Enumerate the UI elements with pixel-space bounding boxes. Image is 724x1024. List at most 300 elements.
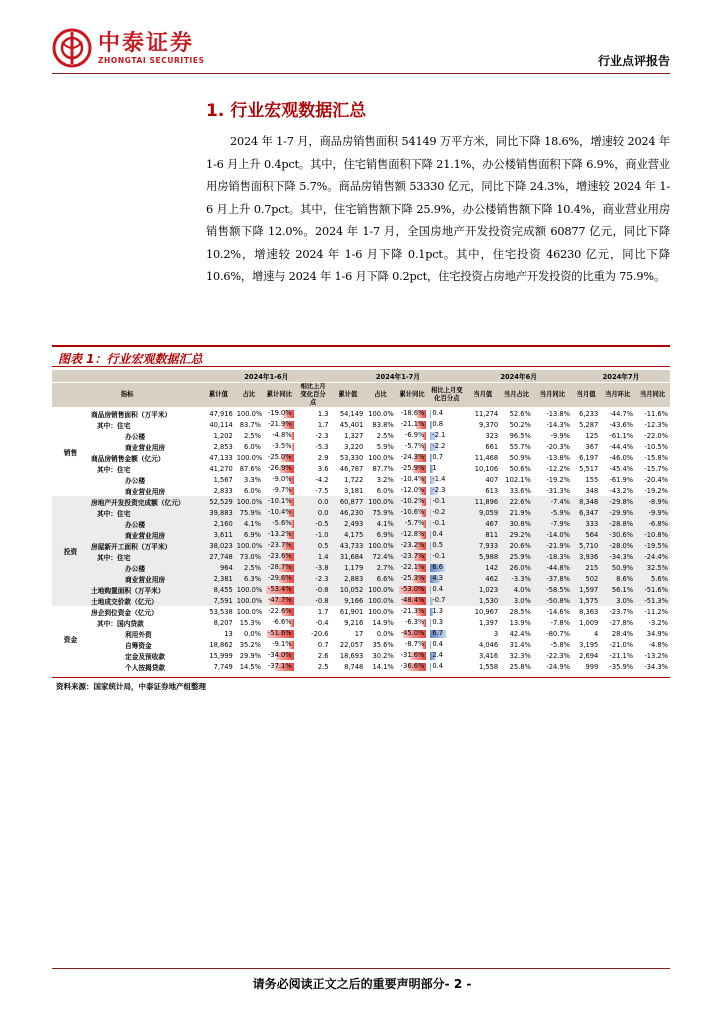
- change-b: -0.7: [432, 596, 446, 604]
- indicator-name: 商品房销售面积（万平米）: [89, 408, 202, 420]
- share-b: 87.7%: [365, 463, 395, 474]
- yoy-a: -53.4%: [267, 585, 292, 593]
- yoy-a: -23.6%: [267, 552, 292, 560]
- body-paragraph: 2024 年 1-7 月，商品房销售面积 54149 万平方米，同比下降 18.6%，增速较 2024 年 1-6 月上升 0.4pct。其中，住宅销售面积下降 21.1%，办公楼销售面积下降 6.9%，商业营业用房销售面积下降 5.7%。商品房销售额 53330 亿元，同比下降 24.3%，增速较 2024 年 1-6 月上升 0.7pct。其中，住宅销售额下降 25.9%，办公楼销售额下降 10.4%，商业营业用房销售额下降 12.0%。2024 年 1-7 月，全国房地产开发投资完成额 60877 亿元，同比下降 10.2%，增速较 2024 年 1-6 月下降 0.1pct。其中，住宅投资 46230 亿元，同比下降 10.6%，增速与 2024 年 1-6 月下降 0.2pct，住宅投资占房地产开发投资的比重为 75.9%。: [206, 135, 670, 283]
- share-a: 4.1%: [235, 518, 263, 529]
- yoy-b: -12.8%: [400, 530, 425, 538]
- share-a: 100.0%: [236, 453, 263, 462]
- mom-d: 50.9%: [600, 562, 635, 573]
- group-header-a: 2024年1-6月: [202, 370, 330, 383]
- mom-d: -43.2%: [600, 485, 635, 496]
- month-value-d: 1,009: [572, 617, 600, 628]
- share-b: 100.0%: [365, 606, 395, 617]
- yoy-c: -5.8%: [533, 639, 572, 650]
- yoy-a: -37.1%: [267, 662, 292, 670]
- col-b-0: 累计值: [330, 383, 365, 408]
- share-a: 6.3%: [235, 573, 263, 584]
- yoy-d: -15.8%: [635, 452, 670, 463]
- yoy-d: -8.9%: [635, 496, 670, 507]
- mom-d: -28.8%: [600, 518, 635, 529]
- mom-c: 96.5%: [500, 430, 533, 441]
- month-value-c: 9,059: [465, 507, 500, 518]
- yoy-d: 32.5%: [635, 562, 670, 573]
- indicator-name: 土地成交价款（亿元）: [89, 595, 202, 606]
- change-a: -20.6: [296, 628, 331, 639]
- table-row: [52, 551, 670, 562]
- month-value-d: 367: [572, 441, 600, 452]
- month-value-c: 9,370: [465, 419, 500, 430]
- yoy-d: -9.9%: [635, 507, 670, 518]
- indicator-name: 商业营业用房: [89, 573, 202, 584]
- yoy-b: -6.3%: [404, 618, 425, 626]
- month-value-d: 3,936: [572, 551, 600, 562]
- indicator-name: 定金及预收款: [89, 650, 202, 661]
- mom-d: -45.4%: [600, 463, 635, 474]
- change-a: 1.7: [296, 606, 331, 617]
- month-value-d: 1,575: [572, 595, 600, 606]
- change-a: 0.7: [296, 639, 331, 650]
- table-row: [52, 650, 670, 661]
- yoy-d: -24.4%: [635, 551, 670, 562]
- cum-value-b: 8,748: [330, 661, 365, 672]
- cum-value-b: 18,693: [330, 650, 365, 661]
- cum-value-b: 3,181: [330, 485, 365, 496]
- change-a: 0.0: [296, 496, 331, 507]
- share-a: 6.0%: [235, 441, 263, 452]
- yoy-b: -23.2%: [400, 541, 425, 549]
- indicator-name: 办公楼: [89, 430, 202, 441]
- share-a: 100.0%: [236, 409, 263, 418]
- cum-value-b: 1,722: [330, 474, 365, 485]
- yoy-d: -15.7%: [635, 463, 670, 474]
- cum-value-a: 38,023: [202, 540, 235, 551]
- table-row: [52, 496, 670, 507]
- mom-c: 26.0%: [500, 562, 533, 573]
- month-value-d: 348: [572, 485, 600, 496]
- change-b: 1: [432, 464, 437, 472]
- change-a: -2.3: [296, 573, 331, 584]
- change-a: -0.8: [296, 584, 331, 595]
- page-number: - 2 -: [444, 977, 472, 991]
- indicator-name: 土地购置面积（万平米）: [89, 584, 202, 595]
- month-value-c: 3,416: [465, 650, 500, 661]
- cum-value-a: 1,567: [202, 474, 235, 485]
- month-value-d: 5,287: [572, 419, 600, 430]
- share-a: 15.3%: [235, 617, 263, 628]
- indicator-name: 办公楼: [89, 562, 202, 573]
- yoy-b: -10.2%: [400, 497, 425, 505]
- change-a: -5.3: [296, 441, 331, 452]
- page-footer: [0, 975, 724, 992]
- cum-value-a: 53,538: [202, 606, 235, 617]
- cum-value-b: 1,179: [330, 562, 365, 573]
- yoy-d: -51.6%: [635, 584, 670, 595]
- investment-group: [52, 496, 670, 606]
- col-b-3: 相比上月变化百分点: [428, 383, 465, 408]
- yoy-c: -22.3%: [533, 650, 572, 661]
- yoy-bar-a: [292, 443, 294, 451]
- share-a: 6.0%: [235, 485, 263, 496]
- share-a: 87.6%: [235, 463, 263, 474]
- cum-value-a: 18,862: [202, 639, 235, 650]
- month-value-c: 10,967: [465, 606, 500, 617]
- report-type-label: 行业点评报告: [597, 54, 670, 68]
- share-b: 4.1%: [365, 518, 395, 529]
- macro-data-table: [52, 370, 670, 672]
- mom-d: -44.4%: [600, 441, 635, 452]
- mom-c: 22.6%: [500, 496, 533, 507]
- yoy-d: -51.3%: [635, 595, 670, 606]
- share-a: 100.0%: [236, 541, 263, 550]
- share-b: 100.0%: [365, 540, 395, 551]
- col-c-1: 当月占比: [500, 383, 533, 408]
- table-row: [52, 628, 670, 639]
- yoy-c: -19.2%: [533, 474, 572, 485]
- yoy-d: -12.3%: [635, 419, 670, 430]
- table-row: [52, 463, 670, 474]
- yoy-a: -4.8%: [272, 431, 292, 439]
- share-b: 100.0%: [365, 452, 395, 463]
- month-value-c: 4,046: [465, 639, 500, 650]
- table-row: [52, 595, 670, 606]
- share-a: 73.0%: [235, 551, 263, 562]
- cum-value-b: 60,877: [330, 496, 365, 507]
- change-b: 0.4: [432, 662, 444, 670]
- yoy-a: -9.1%: [272, 640, 292, 648]
- category-label: 资金: [52, 606, 89, 672]
- yoy-b: -18.6%: [400, 409, 425, 417]
- indicator-name: 个人按揭贷款: [89, 661, 202, 672]
- month-value-d: 564: [572, 529, 600, 540]
- month-value-d: 6,233: [572, 408, 600, 420]
- col-d-0: 当月值: [572, 383, 600, 408]
- change-b: -2.3: [432, 486, 446, 494]
- cum-value-b: 10,052: [330, 584, 365, 595]
- mom-d: -29.8%: [600, 496, 635, 507]
- cum-value-b: 54,149: [330, 408, 365, 420]
- change-a: -1.0: [296, 529, 331, 540]
- yoy-d: -13.2%: [635, 650, 670, 661]
- cum-value-b: 45,401: [330, 419, 365, 430]
- cum-value-a: 40,114: [202, 419, 235, 430]
- month-value-d: 6,197: [572, 452, 600, 463]
- yoy-b: -12.0%: [400, 486, 425, 494]
- indicator-name: 其中：住宅: [89, 507, 202, 518]
- share-a: 35.2%: [235, 639, 263, 650]
- month-value-d: 125: [572, 430, 600, 441]
- indicator-name: 利用外资: [89, 628, 202, 639]
- col-d-1: 当月环比: [600, 383, 635, 408]
- cum-value-b: 22,057: [330, 639, 365, 650]
- yoy-b: -31.6%: [400, 651, 425, 659]
- table-row: [52, 661, 670, 672]
- change-b: 1.3: [432, 607, 444, 615]
- table-row: [52, 584, 670, 595]
- mom-c: -3.3%: [500, 573, 533, 584]
- mom-c: 50.9%: [500, 452, 533, 463]
- indicator-name: 商品房销售金额（亿元）: [89, 452, 202, 463]
- mom-c: 29.2%: [500, 529, 533, 540]
- yoy-b: -48.4%: [400, 596, 425, 604]
- table-row: [52, 562, 670, 573]
- mom-c: 30.8%: [500, 518, 533, 529]
- share-b: 2.7%: [365, 562, 395, 573]
- cum-value-a: 2,853: [202, 441, 235, 452]
- cum-value-a: 8,455: [202, 584, 235, 595]
- indicator-name: 其中：住宅: [89, 551, 202, 562]
- yoy-c: -7.4%: [533, 496, 572, 507]
- yoy-d: 34.9%: [635, 628, 670, 639]
- cum-value-a: 7,749: [202, 661, 235, 672]
- share-b: 0.0%: [365, 628, 395, 639]
- logo-en: ZHONGTAI SECURITIES: [98, 55, 205, 65]
- yoy-d: 5.6%: [635, 573, 670, 584]
- change-a: 1.3: [296, 408, 331, 420]
- mom-d: -34.3%: [600, 551, 635, 562]
- mom-c: 20.6%: [500, 540, 533, 551]
- indicator-name: 其中：住宅: [89, 463, 202, 474]
- share-b: 83.8%: [365, 419, 395, 430]
- month-value-c: 613: [465, 485, 500, 496]
- cum-value-b: 61,901: [330, 606, 365, 617]
- cum-value-b: 3,220: [330, 441, 365, 452]
- yoy-c: -14.6%: [533, 606, 572, 617]
- cum-value-b: 2,493: [330, 518, 365, 529]
- share-b: 14.1%: [365, 661, 395, 672]
- month-value-c: 1,397: [465, 617, 500, 628]
- mom-c: 50.2%: [500, 419, 533, 430]
- yoy-d: -4.8%: [635, 639, 670, 650]
- month-value-c: 462: [465, 573, 500, 584]
- col-indicator: 指标: [52, 383, 202, 408]
- mom-c: 25.8%: [500, 661, 533, 672]
- mom-c: 25.9%: [500, 551, 533, 562]
- month-value-c: 5,988: [465, 551, 500, 562]
- month-value-d: 8,348: [572, 496, 600, 507]
- change-a: -2.3: [296, 430, 331, 441]
- change-a: -0.5: [296, 518, 331, 529]
- cum-value-a: 15,999: [202, 650, 235, 661]
- yoy-a: -9.0%: [272, 475, 292, 483]
- yoy-d: -10.8%: [635, 529, 670, 540]
- cum-value-b: 1,327: [330, 430, 365, 441]
- mom-d: -27.8%: [600, 617, 635, 628]
- table-row: [52, 540, 670, 551]
- mom-c: 31.4%: [500, 639, 533, 650]
- figure-source: 资料来源：国家统计局，中泰证券地产组整理: [56, 682, 206, 691]
- change-b: 0.4: [432, 640, 444, 648]
- change-b: 0.3: [432, 618, 444, 626]
- yoy-c: -20.3%: [533, 441, 572, 452]
- change-b: -0.1: [432, 552, 446, 560]
- table-row: [52, 639, 670, 650]
- change-a: 1.7: [296, 419, 331, 430]
- share-a: 100.0%: [236, 596, 263, 605]
- change-a: 0.0: [296, 507, 331, 518]
- figure-title: 图表 1：行业宏观数据汇总: [58, 352, 203, 366]
- change-a: -4.2: [296, 474, 331, 485]
- yoy-d: -6.8%: [635, 518, 670, 529]
- share-b: 35.6%: [365, 639, 395, 650]
- mom-d: 56.1%: [600, 584, 635, 595]
- yoy-c: -9.9%: [533, 430, 572, 441]
- change-a: -7.5: [296, 485, 331, 496]
- yoy-a: -51.6%: [267, 629, 292, 637]
- change-b: 4.3: [432, 574, 444, 582]
- change-b: 6.6: [432, 563, 444, 571]
- logo-cn: 中泰证券: [98, 30, 195, 56]
- yoy-b: -25.9%: [400, 464, 425, 472]
- mom-d: -23.7%: [600, 606, 635, 617]
- cum-value-a: 27,748: [202, 551, 235, 562]
- yoy-a: -34.0%: [267, 651, 292, 659]
- month-value-c: 1,530: [465, 595, 500, 606]
- change-a: 1.4: [296, 551, 331, 562]
- month-value-d: 502: [572, 573, 600, 584]
- change-a: 2.6: [296, 650, 331, 661]
- yoy-b: -21.1%: [400, 420, 425, 428]
- col-a-1: 占比: [235, 383, 263, 408]
- yoy-a: -10.4%: [267, 508, 292, 516]
- share-a: 14.5%: [235, 661, 263, 672]
- cum-value-a: 964: [202, 562, 235, 573]
- month-value-c: 142: [465, 562, 500, 573]
- share-b: 14.9%: [365, 617, 395, 628]
- cum-value-a: 2,160: [202, 518, 235, 529]
- yoy-a: -47.7%: [267, 596, 292, 604]
- yoy-c: -80.7%: [533, 628, 572, 639]
- yoy-a: -10.1%: [267, 497, 292, 505]
- month-value-d: 2,694: [572, 650, 600, 661]
- mom-d: -43.6%: [600, 419, 635, 430]
- share-a: 3.3%: [235, 474, 263, 485]
- cum-value-b: 17: [330, 628, 365, 639]
- yoy-b: -53.0%: [400, 585, 425, 593]
- yoy-a: -19.0%: [267, 409, 292, 417]
- month-value-c: 3: [465, 628, 500, 639]
- table-row: [52, 408, 670, 420]
- indicator-name: 商业营业用房: [89, 529, 202, 540]
- cum-value-a: 3,611: [202, 529, 235, 540]
- cum-value-a: 7,591: [202, 595, 235, 606]
- cum-value-a: 41,270: [202, 463, 235, 474]
- table-row: [52, 452, 670, 463]
- change-b: 0.4: [432, 530, 444, 538]
- yoy-a: -22.6%: [267, 607, 292, 615]
- yoy-c: -37.8%: [533, 573, 572, 584]
- yoy-c: -13.8%: [533, 408, 572, 420]
- month-value-d: 215: [572, 562, 600, 573]
- yoy-c: -44.8%: [533, 562, 572, 573]
- mom-c: 21.9%: [500, 507, 533, 518]
- change-b: -2.1: [432, 431, 446, 439]
- cum-value-a: 8,207: [202, 617, 235, 628]
- month-value-c: 467: [465, 518, 500, 529]
- yoy-a: -3.5%: [272, 442, 292, 450]
- yoy-c: -50.8%: [533, 595, 572, 606]
- cum-value-b: 46,787: [330, 463, 365, 474]
- change-a: 2.9: [296, 452, 331, 463]
- yoy-a: -21.9%: [267, 420, 292, 428]
- change-b: -0.2: [432, 508, 446, 516]
- yoy-d: -11.6%: [635, 408, 670, 420]
- change-a: 2.5: [296, 661, 331, 672]
- yoy-a: -25.0%: [267, 453, 292, 461]
- mom-d: -28.0%: [600, 540, 635, 551]
- yoy-c: -58.5%: [533, 584, 572, 595]
- share-b: 75.9%: [365, 507, 395, 518]
- source-divider: [52, 677, 670, 678]
- mom-c: 52.6%: [500, 408, 533, 420]
- mom-d: -21.1%: [600, 650, 635, 661]
- share-a: 75.9%: [235, 507, 263, 518]
- cum-value-b: 9,216: [330, 617, 365, 628]
- mom-d: -46.0%: [600, 452, 635, 463]
- yoy-b: -5.7%: [404, 442, 425, 450]
- month-value-d: 1,597: [572, 584, 600, 595]
- yoy-d: -19.2%: [635, 485, 670, 496]
- yoy-d: -10.5%: [635, 441, 670, 452]
- yoy-b: -10.6%: [400, 508, 425, 516]
- share-b: 2.5%: [365, 430, 395, 441]
- category-label: 投资: [52, 496, 89, 606]
- share-b: 6.0%: [365, 485, 395, 496]
- indicator-name: 自筹资金: [89, 639, 202, 650]
- yoy-b: -21.3%: [400, 607, 425, 615]
- yoy-c: -18.3%: [533, 551, 572, 562]
- share-b: 72.4%: [365, 551, 395, 562]
- cum-value-b: 2,883: [330, 573, 365, 584]
- change-b: 6.7: [432, 629, 444, 637]
- share-b: 5.9%: [365, 441, 395, 452]
- yoy-d: -3.2%: [635, 617, 670, 628]
- share-b: 100.0%: [365, 408, 395, 420]
- yoy-c: -7.8%: [533, 617, 572, 628]
- yoy-c: -5.9%: [533, 507, 572, 518]
- footer-divider: [52, 968, 670, 969]
- category-label: 销售: [52, 408, 89, 497]
- yoy-b: -23.7%: [400, 552, 425, 560]
- cum-value-a: 1,202: [202, 430, 235, 441]
- indicator-name: 办公楼: [89, 518, 202, 529]
- month-value-d: 4: [572, 628, 600, 639]
- share-a: 83.7%: [235, 419, 263, 430]
- footer-disclaimer: 请务必阅读正文之后的重要声明部分: [252, 977, 445, 991]
- indicator-name: 房企到位资金（亿元）: [89, 606, 202, 617]
- yoy-b: -6.9%: [404, 431, 425, 439]
- month-value-c: 323: [465, 430, 500, 441]
- table-row: [52, 507, 670, 518]
- yoy-b: -5.7%: [404, 519, 425, 527]
- indicator-name: 商业营业用房: [89, 485, 202, 496]
- month-value-c: 661: [465, 441, 500, 452]
- change-b: -1.4: [432, 475, 446, 483]
- month-value-c: 407: [465, 474, 500, 485]
- share-b: 3.2%: [365, 474, 395, 485]
- mom-d: -61.1%: [600, 430, 635, 441]
- yoy-a: -23.7%: [267, 541, 292, 549]
- change-b: 0.8: [432, 420, 444, 428]
- cum-value-a: 52,529: [202, 496, 235, 507]
- month-value-d: 8,363: [572, 606, 600, 617]
- indicator-name: 其中：国内贷款: [89, 617, 202, 628]
- change-b: 2.4: [432, 651, 444, 659]
- yoy-a: -6.6%: [272, 618, 292, 626]
- mom-d: -30.6%: [600, 529, 635, 540]
- share-a: 2.5%: [235, 562, 263, 573]
- yoy-d: -22.0%: [635, 430, 670, 441]
- share-a: 29.9%: [235, 650, 263, 661]
